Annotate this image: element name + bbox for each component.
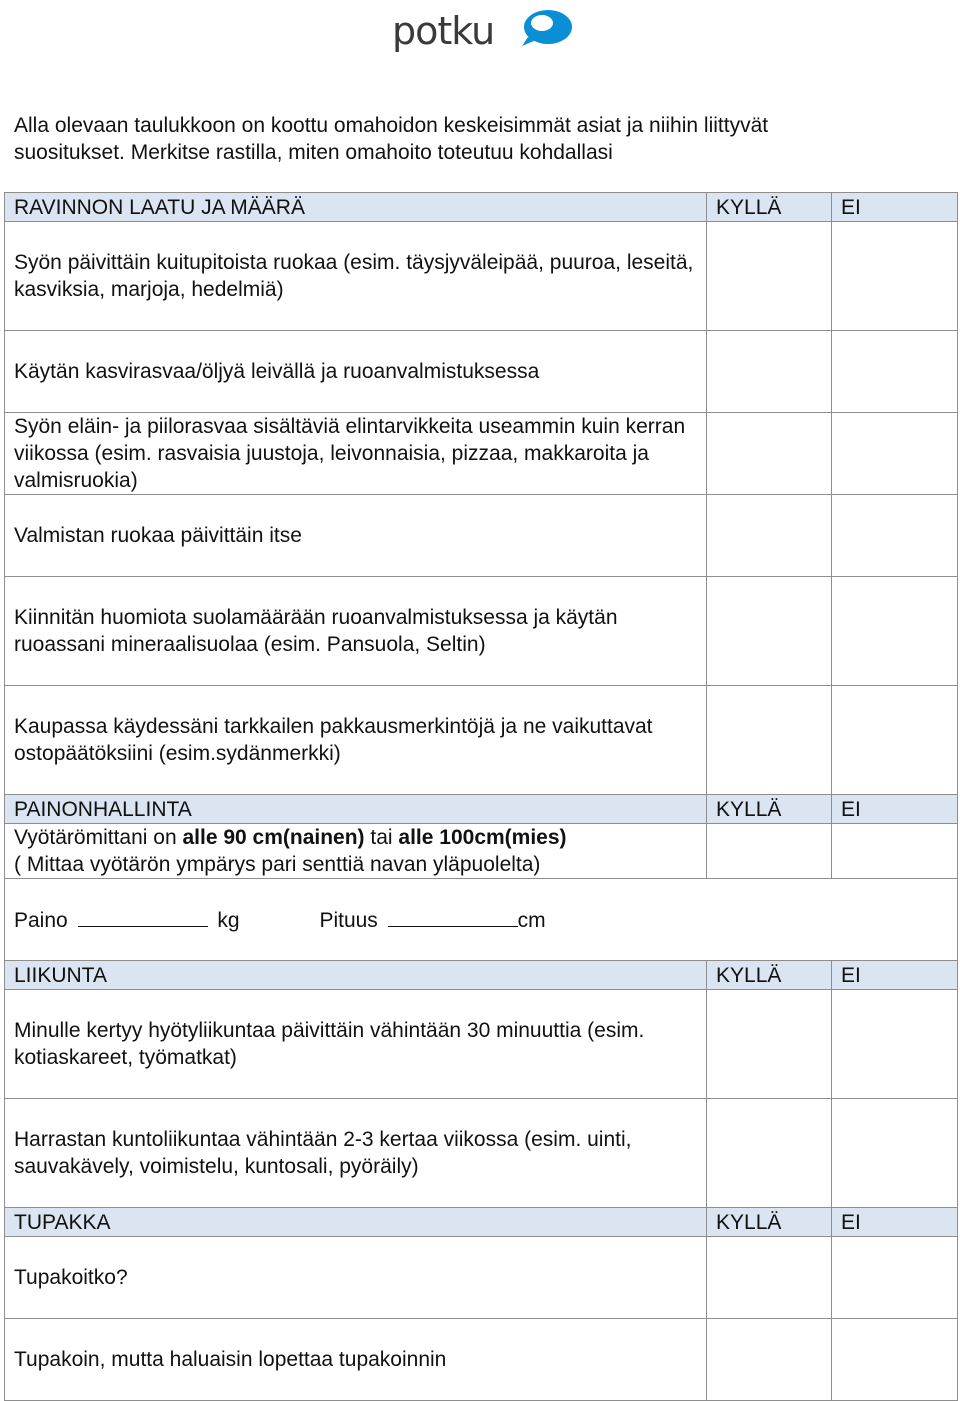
question-row xyxy=(5,413,958,495)
question-text: Kiinnitän huomiota suolamäärään ruoanvalmistuksessa ja käytän ruoassani mineraalisuolaa (esim. Pansuola, Seltin) xyxy=(5,577,707,686)
section-header-nutrition xyxy=(5,193,958,222)
yes-checkbox-cell[interactable] xyxy=(707,577,832,686)
no-column-header: EI xyxy=(832,961,958,990)
section-title: PAINONHALLINTA xyxy=(5,795,707,824)
no-checkbox-cell[interactable] xyxy=(832,1319,958,1401)
no-column-header: EI xyxy=(832,1208,958,1237)
yes-checkbox-cell[interactable] xyxy=(707,1099,832,1208)
intro-text xyxy=(14,112,914,166)
weight-input-line[interactable] xyxy=(78,906,208,927)
waist-note: ( Mittaa vyötärön ympärys pari senttiä navan yläpuolelta) xyxy=(14,853,541,876)
section-header-exercise xyxy=(5,961,958,990)
no-checkbox-cell[interactable] xyxy=(832,495,958,577)
weight-unit: kg xyxy=(217,909,240,932)
height-label: Pituus xyxy=(319,909,378,932)
question-text: Syön päivittäin kuitupitoista ruokaa (esim. täysjyväleipää, puuroa, leseitä, kasviksia, marjoja, hedelmiä) xyxy=(5,222,707,331)
section-header-weight xyxy=(5,795,958,824)
yes-checkbox-cell[interactable] xyxy=(707,824,832,879)
question-text: Käytän kasvirasvaa/öljyä leivällä ja ruoanvalmistuksessa xyxy=(5,331,707,413)
measurement-row xyxy=(5,879,958,961)
logo-text: potku xyxy=(392,9,495,53)
question-text: Harrastan kuntoliikuntaa vähintään 2-3 kertaa viikossa (esim. uinti, sauvakävely, voimistelu, kuntosali, pyöräily) xyxy=(5,1099,707,1208)
question-row xyxy=(5,1099,958,1208)
no-checkbox-cell[interactable] xyxy=(832,222,958,331)
question-row xyxy=(5,686,958,795)
no-checkbox-cell[interactable] xyxy=(832,413,958,495)
no-column-header: EI xyxy=(832,795,958,824)
intro-line-2: suositukset. Merkitse rastilla, miten omahoito toteutuu kohdallasi xyxy=(14,141,613,164)
question-text: Tupakoin, mutta haluaisin lopettaa tupakoinnin xyxy=(5,1319,707,1401)
yes-checkbox-cell[interactable] xyxy=(707,331,832,413)
question-row xyxy=(5,990,958,1099)
self-care-table xyxy=(4,192,958,1401)
no-checkbox-cell[interactable] xyxy=(832,990,958,1099)
height-input-line[interactable] xyxy=(388,906,518,927)
weight-label: Paino xyxy=(14,909,68,932)
question-row xyxy=(5,495,958,577)
question-row xyxy=(5,1237,958,1319)
question-text: Valmistan ruokaa päivittäin itse xyxy=(5,495,707,577)
yes-checkbox-cell[interactable] xyxy=(707,222,832,331)
no-column-header: EI xyxy=(832,193,958,222)
yes-checkbox-cell[interactable] xyxy=(707,1319,832,1401)
waist-question xyxy=(5,824,707,879)
yes-checkbox-cell[interactable] xyxy=(707,686,832,795)
yes-column-header: KYLLÄ xyxy=(707,961,832,990)
yes-column-header: KYLLÄ xyxy=(707,1208,832,1237)
potku-logo xyxy=(392,6,574,56)
waist-or: tai xyxy=(364,826,399,849)
question-row xyxy=(5,222,958,331)
section-title: TUPAKKA xyxy=(5,1208,707,1237)
section-header-tobacco xyxy=(5,1208,958,1237)
question-row xyxy=(5,577,958,686)
potku-logo-bubble-icon xyxy=(522,10,572,46)
waist-women: alle 90 cm(nainen) xyxy=(182,826,365,849)
waist-men: alle 100cm(mies) xyxy=(398,826,567,849)
question-text: Kaupassa käydessäni tarkkailen pakkausmerkintöjä ja ne vaikuttavat ostopäätöksiini (esim.sydänmerkki) xyxy=(5,686,707,795)
section-title: LIIKUNTA xyxy=(5,961,707,990)
yes-checkbox-cell[interactable] xyxy=(707,413,832,495)
waist-text: Vyötärömittani on xyxy=(14,826,183,849)
yes-column-header: KYLLÄ xyxy=(707,193,832,222)
no-checkbox-cell[interactable] xyxy=(832,331,958,413)
no-checkbox-cell[interactable] xyxy=(832,577,958,686)
question-row-waist xyxy=(5,824,958,879)
yes-checkbox-cell[interactable] xyxy=(707,495,832,577)
question-text: Tupakoitko? xyxy=(5,1237,707,1319)
yes-column-header: KYLLÄ xyxy=(707,795,832,824)
question-text: Syön eläin- ja piilorasvaa sisältäviä elintarvikkeita useammin kuin kerran viikossa (esim. rasvaisia juustoja, leivonnaisia, pizzaa, makkaroita ja valmisruokia) xyxy=(5,413,707,495)
yes-checkbox-cell[interactable] xyxy=(707,990,832,1099)
no-checkbox-cell[interactable] xyxy=(832,1237,958,1319)
height-unit: cm xyxy=(517,909,546,932)
intro-line-1: Alla olevaan taulukkoon on koottu omahoidon keskeisimmät asiat ja niihin liittyvät xyxy=(14,114,769,137)
question-text: Minulle kertyy hyötyliikuntaa päivittäin vähintään 30 minuuttia (esim. kotiaskareet, työmatkat) xyxy=(5,990,707,1099)
no-checkbox-cell[interactable] xyxy=(832,824,958,879)
section-title: RAVINNON LAATU JA MÄÄRÄ xyxy=(5,193,707,222)
no-checkbox-cell[interactable] xyxy=(832,1099,958,1208)
measurement-fields xyxy=(5,879,958,961)
question-row xyxy=(5,331,958,413)
question-row xyxy=(5,1319,958,1401)
no-checkbox-cell[interactable] xyxy=(832,686,958,795)
yes-checkbox-cell[interactable] xyxy=(707,1237,832,1319)
